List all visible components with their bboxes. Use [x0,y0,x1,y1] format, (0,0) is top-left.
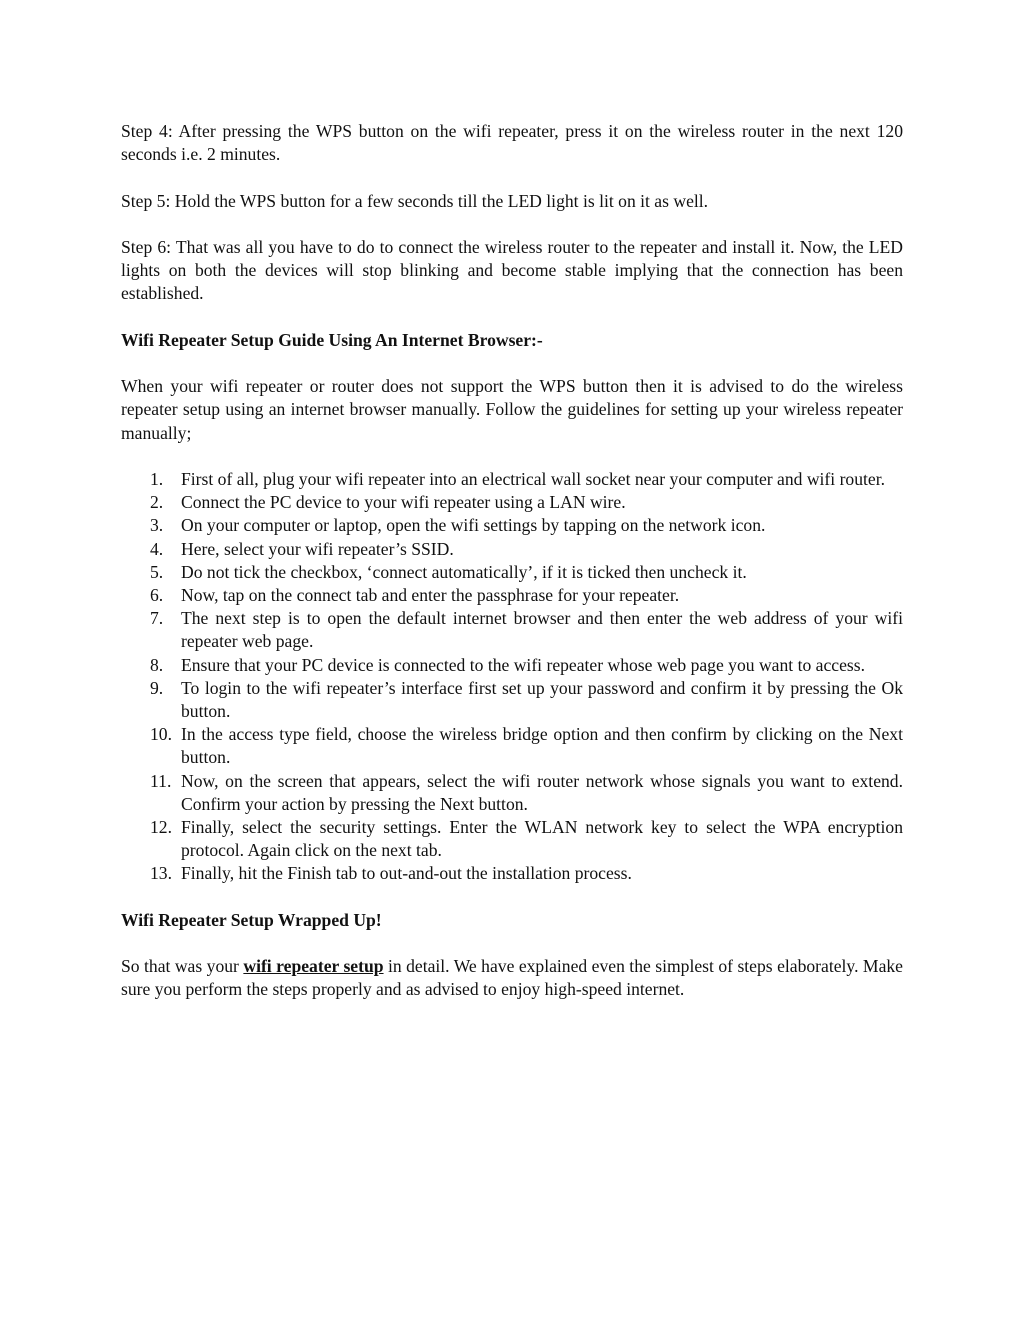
list-item-text: First of all, plug your wifi repeater into an electrical wall socket near your computer and wifi router. [181,468,885,489]
list-item-text: Finally, hit the Finish tab to out-and-out the installation process. [181,863,632,884]
list-item-number: 7. [150,608,164,629]
list-item [121,862,903,885]
list-item-number: 11. [150,770,172,791]
list-item-number: 2. [150,492,164,513]
list-item [121,468,903,491]
conclusion-text-before: So that was your [121,956,244,977]
list-item [121,723,903,769]
list-item-number: 6. [150,584,164,605]
step-5-paragraph: Step 5: Hold the WPS button for a few seconds till the LED light is lit on it as well. [121,190,709,211]
list-item-text: Do not tick the checkbox, ‘connect automatically’, if it is ticked then uncheck it. [181,561,747,582]
list-item [121,584,903,607]
list-item [121,770,903,816]
list-item [121,514,903,537]
list-item [121,561,903,584]
list-item-number: 13. [150,863,172,884]
browser-setup-intro: When your wifi repeater or router does not support the WPS button then it is advised to do the wireless repeater setup using an internet browser manually. Follow the guidelines for setting up your wireless repeater manually; [121,376,903,443]
document-page [121,120,903,1025]
list-item-text: In the access type field, choose the wireless bridge option and then confirm by clicking on the Next button. [181,724,903,768]
list-item [121,654,903,677]
list-item-text: Now, on the screen that appears, select the wifi router network whose signals you want to extend. Confirm your action by pressing the Next button. [181,770,903,814]
list-item-text: To login to the wifi repeater’s interface first set up your password and confirm it by pressing the Ok button. [181,677,903,721]
list-item-text: Now, tap on the connect tab and enter the passphrase for your repeater. [181,584,680,605]
list-item-text: Here, select your wifi repeater’s SSID. [181,538,454,559]
conclusion-text-after: in detail. We have explained even the simplest of steps elaborately. Make sure you perform the steps properly and as advised to enjoy high-speed internet. [121,956,903,1000]
list-item-number: 5. [150,561,164,582]
list-item-text: Finally, select the security settings. Enter the WLAN network key to select the WPA encryption protocol. Again click on the next tab. [181,817,903,861]
wifi-repeater-setup-link[interactable]: wifi repeater setup [243,956,384,977]
browser-setup-heading: Wifi Repeater Setup Guide Using An Internet Browser:- [121,329,543,350]
list-item-number: 9. [150,677,164,698]
browser-setup-steps-list [121,468,903,886]
step-4-paragraph: Step 4: After pressing the WPS button on the wifi repeater, press it on the wireless router in the next 120 seconds i.e. 2 minutes. [121,121,903,165]
list-item-number: 10. [150,724,172,745]
wrap-up-heading: Wifi Repeater Setup Wrapped Up! [121,909,382,930]
step-6-paragraph: Step 6: That was all you have to do to connect the wireless router to the repeater and install it. Now, the LED lights on both the devices will stop blinking and become stable implying that the connection has been established. [121,236,903,304]
list-item-text: Connect the PC device to your wifi repeater using a LAN wire. [181,492,626,513]
conclusion-paragraph [121,955,903,1001]
list-item-number: 1. [150,468,164,489]
list-item-text: On your computer or laptop, open the wifi settings by tapping on the network icon. [181,515,766,536]
list-item-number: 4. [150,538,164,559]
list-item [121,538,903,561]
list-item-number: 12. [150,817,172,838]
list-item [121,607,903,653]
list-item-text: The next step is to open the default internet browser and then enter the web address of your wifi repeater web page. [181,608,903,652]
list-item [121,491,903,514]
list-item [121,677,903,723]
list-item [121,816,903,862]
list-item-number: 3. [150,515,164,536]
list-item-text: Ensure that your PC device is connected to the wifi repeater whose web page you want to access. [181,654,865,675]
list-item-number: 8. [150,654,164,675]
